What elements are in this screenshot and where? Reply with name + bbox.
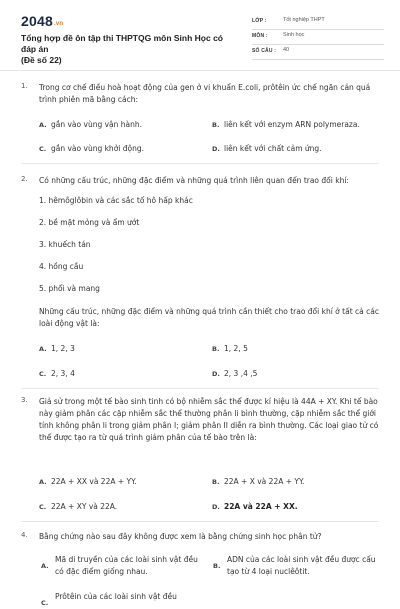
- option-letter: C.: [41, 599, 49, 607]
- option-1b[interactable]: [212, 119, 360, 131]
- option-letter: B.: [212, 478, 220, 486]
- question-subtext: Những cấu trúc, những đặc điểm và những quá trình cần thiết cho trao đổi khí ở tất cả các loài động vật là:: [39, 307, 379, 328]
- question-text: Giả sử trong một tế bào sinh tinh có bộ nhiễm sắc thể được kí hiệu là 44A + XY. Khi tế bào này giảm phân các cặp nhiễm sắc thể thường phân li bình thường, cặp nhiễm sắc thể giới tính không phân li trong giảm phân I; giảm phân II diễn ra bình thường. Các loại giao tử có thể được tạo ra từ quá trình giảm phân của tế bào trên là:: [39, 397, 379, 442]
- option-4b[interactable]: [213, 554, 377, 578]
- meta-value: 40: [283, 47, 290, 53]
- meta-value: Sinh học: [283, 32, 305, 38]
- meta-row-subject: [252, 30, 384, 45]
- meta-box: [252, 15, 384, 60]
- question-divider: [21, 521, 379, 522]
- option-letter: A.: [39, 478, 47, 486]
- option-letter: C.: [39, 503, 47, 511]
- site-logo[interactable]: [21, 13, 63, 29]
- list-item: 4. hồng cầu: [39, 262, 84, 271]
- option-2a[interactable]: [39, 343, 75, 355]
- option-letter: D.: [212, 370, 220, 378]
- option-letter: B.: [212, 345, 220, 353]
- option-2d[interactable]: [212, 368, 257, 380]
- option-text: gắn vào vùng vận hành.: [51, 120, 143, 129]
- option-3b[interactable]: [212, 476, 304, 488]
- option-letter: B.: [213, 562, 221, 570]
- header-divider: [0, 70, 400, 71]
- question-divider: [21, 388, 379, 389]
- option-text: Prôtêin của các loài sinh vật đều: [55, 592, 177, 601]
- page-title: [21, 33, 231, 66]
- option-text: 22A + X và 22A + YY.: [224, 477, 305, 486]
- option-letter: A.: [39, 121, 47, 129]
- option-1a[interactable]: [39, 119, 142, 131]
- option-2b[interactable]: [212, 343, 248, 355]
- option-letter: A.: [41, 562, 49, 570]
- option-3d[interactable]: [212, 501, 298, 513]
- question-text: Bằng chứng nào sau đây không được xem là bằng chứng sinh học phân tử?: [39, 532, 322, 541]
- option-text: 1, 2, 5: [224, 344, 248, 353]
- question-number: 3.: [21, 396, 28, 404]
- option-1c[interactable]: [39, 143, 144, 155]
- option-text: 22A + XY và 22A.: [51, 502, 118, 511]
- option-letter: D.: [212, 145, 220, 153]
- meta-label: LỚP :: [252, 18, 267, 24]
- meta-row-class: [252, 15, 384, 30]
- question-number: 4.: [21, 531, 28, 539]
- option-letter: C.: [39, 370, 47, 378]
- option-letter: B.: [212, 121, 220, 129]
- question-number: 2.: [21, 175, 28, 183]
- list-item: 3. khuếch tán: [39, 240, 91, 249]
- option-text: gắn vào vùng khởi động.: [51, 144, 144, 153]
- list-item: 2. bề mặt mỏng và ẩm ướt: [39, 218, 140, 227]
- option-text: liên kết với chất cảm ứng.: [224, 144, 322, 153]
- logo-text: 2048: [21, 13, 53, 29]
- option-letter: A.: [39, 345, 47, 353]
- option-text: liên kết với enzym ARN polymeraza.: [224, 120, 360, 129]
- option-4c[interactable]: [41, 591, 205, 607]
- title-line-2: (Đề số 22): [21, 55, 62, 65]
- title-line-1: Tổng hợp đề ôn tập thi THPTQG môn Sinh Học có đáp án: [21, 33, 223, 54]
- meta-value: Tốt nghiệp THPT: [283, 17, 325, 23]
- option-text: 1, 2, 3: [51, 344, 75, 353]
- list-item: 1. hêmôglôbin và các sắc tố hô hấp khác: [39, 196, 193, 205]
- option-3c[interactable]: [39, 501, 117, 513]
- question-text: Có những cấu trúc, những đặc điểm và những quá trình liên quan đến trao đổi khí:: [39, 176, 349, 185]
- option-4a[interactable]: [41, 554, 205, 578]
- question-text: Trong cơ chế điều hoà hoạt động của gen ở vi khuẩn E.coli, prôtêin ức chế ngăn cản quá trình phiên mã bằng cách:: [39, 83, 371, 104]
- option-1d[interactable]: [212, 143, 322, 155]
- question-divider: [21, 163, 379, 164]
- logo-suffix: .vn: [53, 21, 64, 27]
- option-text: ADN của các loài sinh vật đều được cấu tạo từ 4 loại nuclêôtit.: [227, 555, 376, 576]
- option-text: 22A + XX và 22A + YY.: [51, 477, 137, 486]
- document-header: [0, 0, 400, 70]
- meta-row-count: [252, 45, 384, 60]
- option-letter: C.: [39, 145, 47, 153]
- meta-label: MÔN :: [252, 33, 268, 39]
- option-3a[interactable]: [39, 476, 137, 488]
- meta-label: SỐ CÂU :: [252, 48, 277, 54]
- question-number: 1.: [21, 82, 28, 90]
- option-text: 2, 3, 4: [51, 369, 75, 378]
- list-item: 5. phổi và mang: [39, 284, 100, 293]
- option-text: Mã di truyền của các loài sinh vật đều có đặc điểm giống nhau.: [55, 555, 198, 576]
- option-letter: D.: [212, 503, 220, 511]
- option-text: 22A và 22A + XX.: [224, 502, 298, 511]
- option-2c[interactable]: [39, 368, 75, 380]
- option-text: 2, 3 ,4 ,5: [224, 369, 258, 378]
